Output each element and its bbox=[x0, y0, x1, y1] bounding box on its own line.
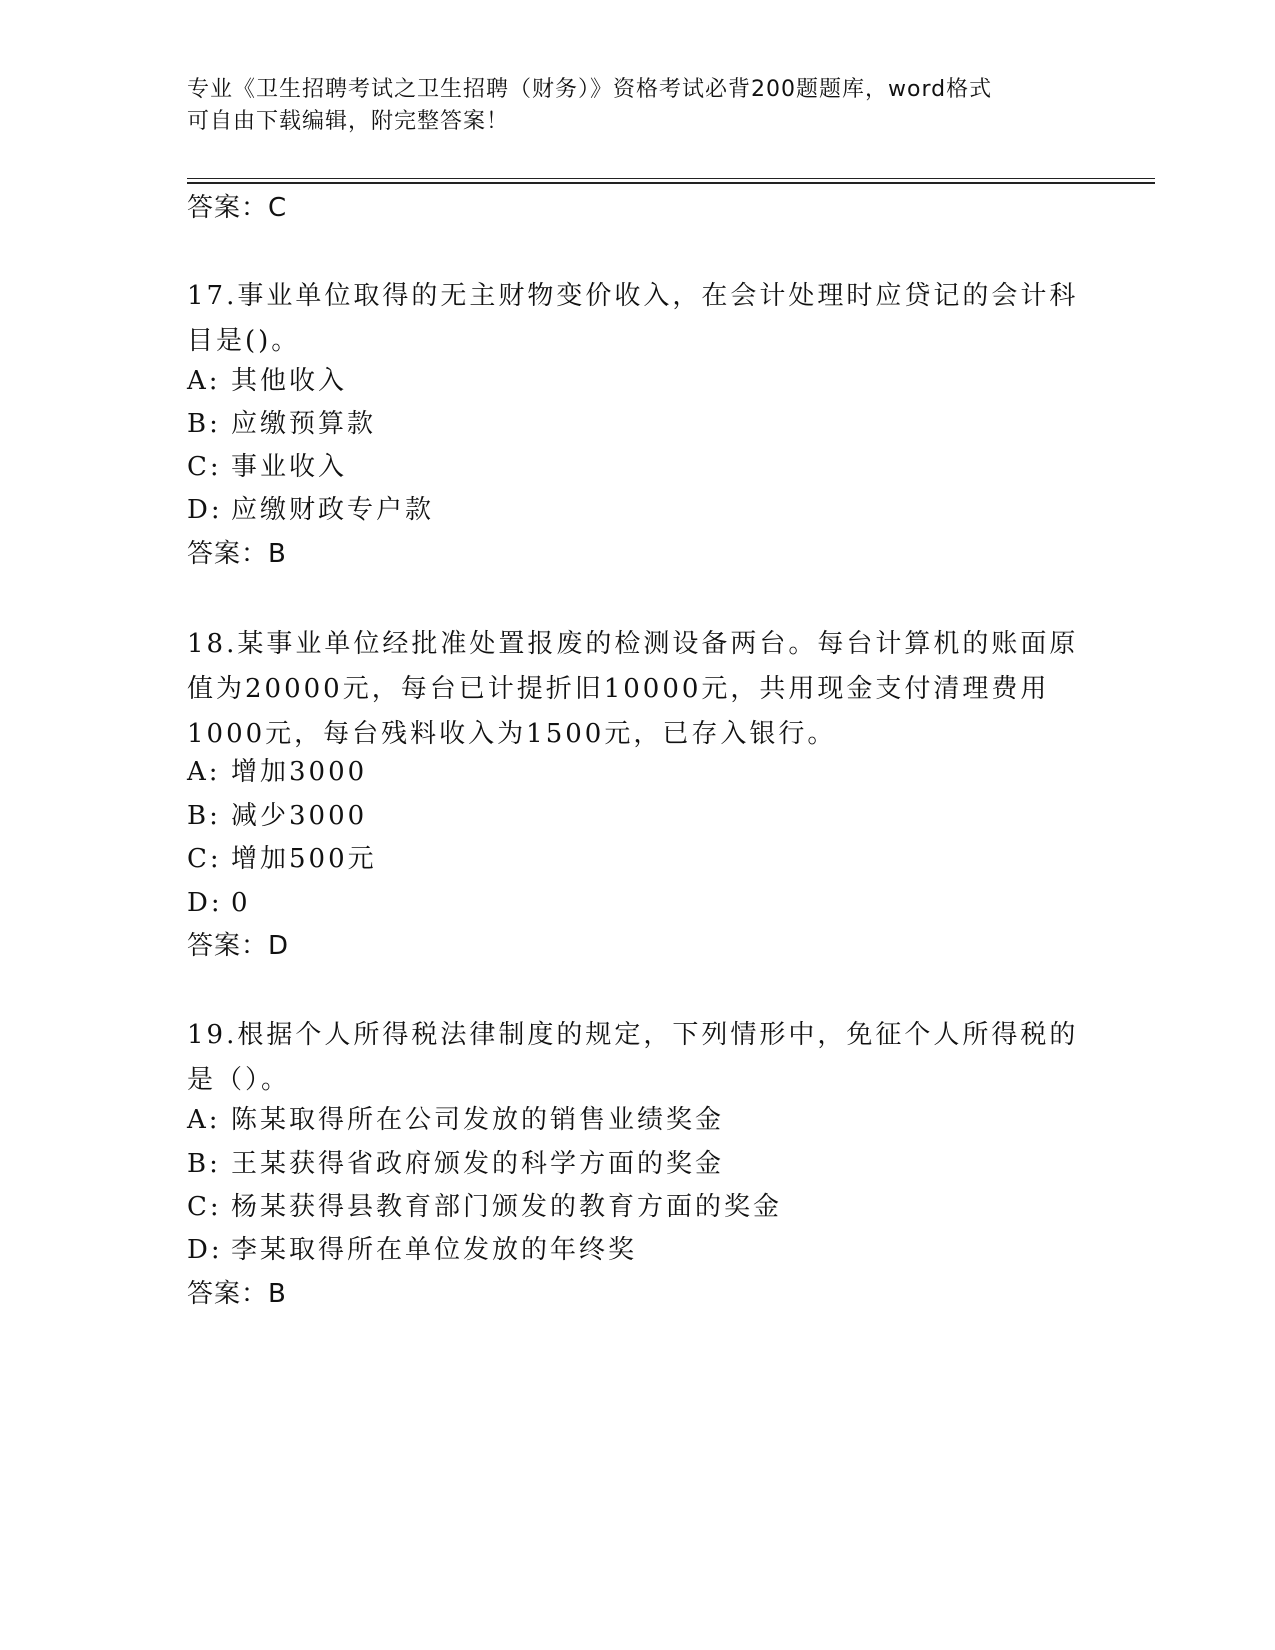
option-letter: A: bbox=[187, 366, 221, 396]
option-text: 减少3000 bbox=[231, 801, 368, 831]
option-letter: C: bbox=[187, 452, 222, 482]
question-18-option-c bbox=[187, 839, 377, 879]
header-line-1: 专业《卫生招聘考试之卫生招聘（财务）》资格考试必背200题题库，word格式 bbox=[187, 77, 993, 102]
option-text: 陈某取得所在公司发放的销售业绩奖金 bbox=[231, 1105, 725, 1135]
question-17 bbox=[187, 274, 1087, 364]
option-letter: B: bbox=[187, 409, 221, 439]
option-text: 应缴预算款 bbox=[231, 409, 377, 439]
header-divider-thick bbox=[187, 182, 1155, 184]
option-letter: D: bbox=[187, 495, 223, 525]
option-text: 增加3000 bbox=[231, 757, 368, 787]
question-19-option-b bbox=[187, 1144, 724, 1184]
header-divider-thin bbox=[187, 178, 1155, 179]
question-18-line-2: 值为20000元，每台已计提折旧10000元，共用现金支付清理费用 bbox=[187, 674, 1050, 704]
option-letter: C: bbox=[187, 1192, 222, 1222]
option-letter: A: bbox=[187, 757, 221, 787]
option-text: 王某获得省政府颁发的科学方面的奖金 bbox=[231, 1149, 725, 1179]
option-text: 事业收入 bbox=[231, 452, 348, 482]
option-letter: A: bbox=[187, 1105, 221, 1135]
question-18-answer: 答案：D bbox=[187, 931, 290, 961]
option-letter: D: bbox=[187, 888, 223, 918]
page-header bbox=[187, 74, 1087, 138]
question-19-option-c bbox=[187, 1187, 782, 1227]
option-letter: D: bbox=[187, 1235, 223, 1265]
option-text: 其他收入 bbox=[231, 366, 348, 396]
question-19-answer: 答案：B bbox=[187, 1279, 287, 1309]
option-letter: B: bbox=[187, 801, 221, 831]
question-19 bbox=[187, 1013, 1087, 1103]
question-19-line-1: 19.根据个人所得税法律制度的规定，下列情形中，免征个人所得税的 bbox=[187, 1020, 1079, 1050]
question-17-option-d bbox=[187, 490, 434, 530]
option-text: 杨某获得县教育部门颁发的教育方面的奖金 bbox=[231, 1192, 783, 1222]
question-17-option-b bbox=[187, 404, 376, 444]
question-18 bbox=[187, 622, 1087, 757]
question-19-option-a bbox=[187, 1100, 724, 1140]
question-17-answer: 答案：B bbox=[187, 539, 287, 569]
question-18-option-d bbox=[187, 883, 251, 923]
option-text: 增加500元 bbox=[231, 844, 377, 874]
question-19-option-d bbox=[187, 1230, 637, 1270]
question-17-line-1: 17.事业单位取得的无主财物变价收入，在会计处理时应贷记的会计科 bbox=[187, 281, 1079, 311]
option-text: 0 bbox=[231, 888, 251, 918]
question-18-option-a bbox=[187, 752, 367, 792]
header-line-2: 可自由下载编辑，附完整答案！ bbox=[187, 109, 510, 134]
option-letter: B: bbox=[187, 1149, 221, 1179]
answer-previous: 答案：C bbox=[187, 193, 288, 223]
option-text: 应缴财政专户款 bbox=[231, 495, 435, 525]
question-17-option-c bbox=[187, 447, 347, 487]
question-18-option-b bbox=[187, 796, 367, 836]
option-letter: C: bbox=[187, 844, 222, 874]
question-18-line-3: 1000元，每台残料收入为1500元，已存入银行。 bbox=[187, 719, 837, 749]
question-17-line-2: 目是()。 bbox=[187, 326, 301, 356]
option-text: 李某取得所在单位发放的年终奖 bbox=[231, 1235, 638, 1265]
question-18-line-1: 18.某事业单位经批准处置报废的检测设备两台。每台计算机的账面原 bbox=[187, 629, 1079, 659]
question-19-line-2: 是（）。 bbox=[187, 1065, 291, 1095]
question-17-option-a bbox=[187, 361, 347, 401]
